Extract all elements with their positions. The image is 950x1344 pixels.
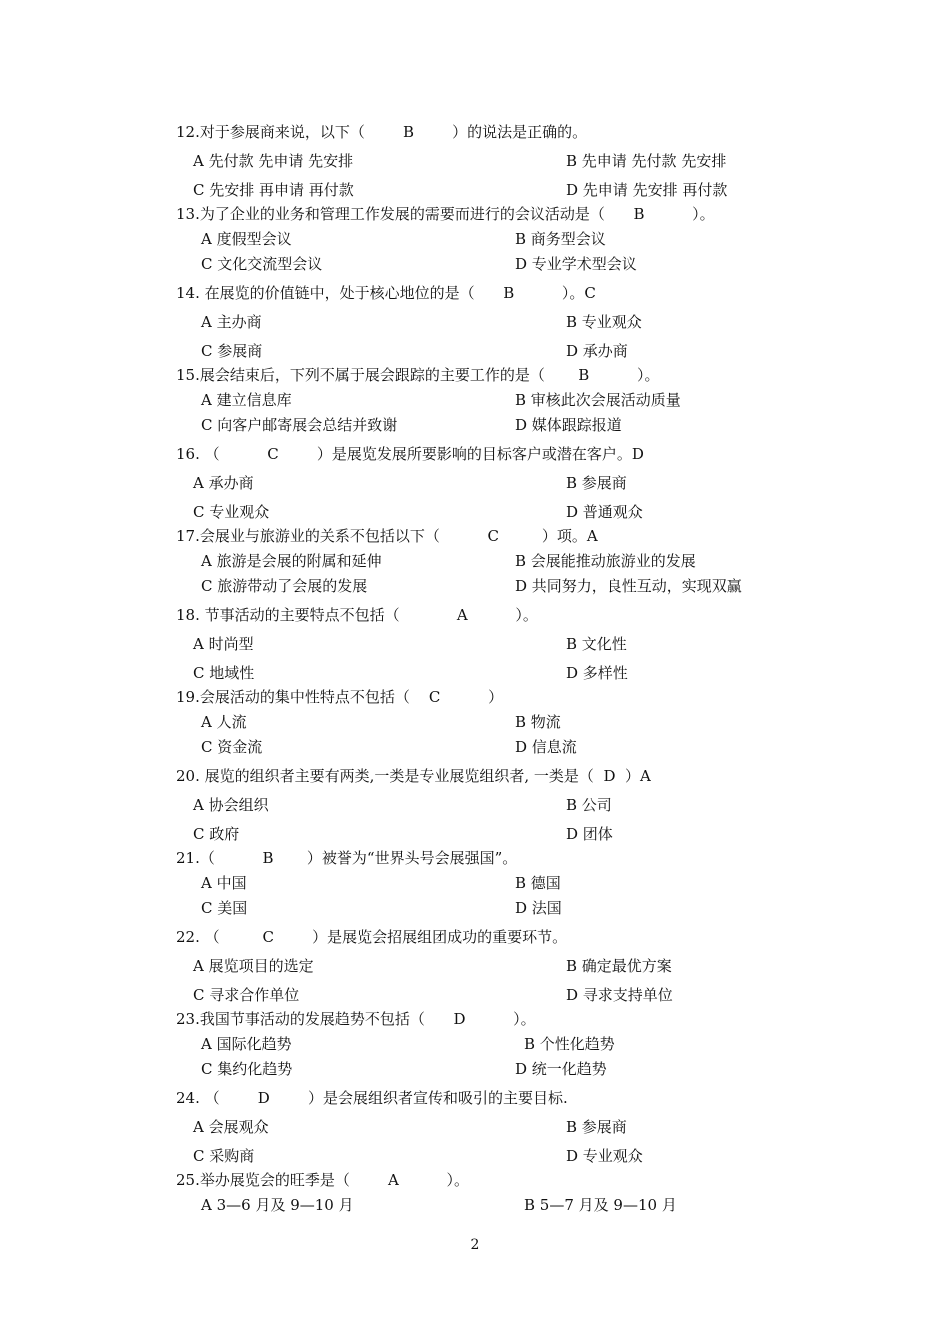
question-stem: 24. （ D ）是会展组织者宣传和吸引的主要目标.	[176, 1089, 568, 1107]
option-b: B 审核此次会展活动质量	[515, 391, 681, 409]
option-d: D 信息流	[515, 738, 577, 756]
option-d: D 法国	[515, 899, 562, 917]
option-b: B 会展能推动旅游业的发展	[515, 552, 696, 570]
option-d: D 团体	[566, 825, 613, 843]
question-stem: 16. （ C ）是展览发展所要影响的目标客户或潜在客户。D	[176, 445, 644, 463]
option-c: C 专业观众	[193, 503, 270, 521]
question-stem: 18. 节事活动的主要特点不包括（ A ）。	[176, 606, 538, 624]
option-d: D 多样性	[566, 664, 628, 682]
option-c: C 向客户邮寄展会总结并致谢	[201, 416, 398, 434]
option-b: B 文化性	[566, 635, 627, 653]
question-stem: 20. 展览的组织者主要有两类,一类是专业展览组织者, 一类是（ D ）A	[176, 767, 651, 785]
question-stem: 17.会展业与旅游业的关系不包括以下（ C ）项。A	[176, 527, 598, 545]
option-d: D 先申请 先安排 再付款	[566, 181, 728, 199]
option-d: D 普通观众	[566, 503, 643, 521]
option-d: D 寻求支持单位	[566, 986, 673, 1004]
question-stem: 22. （ C ）是展览会招展组团成功的重要环节。	[176, 928, 568, 946]
option-a: A 国际化趋势	[201, 1035, 292, 1053]
option-a: A 中国	[201, 874, 247, 892]
option-b: B 参展商	[566, 1118, 627, 1136]
option-c: C 先安排 再申请 再付款	[193, 181, 354, 199]
option-a: A 协会组织	[193, 796, 269, 814]
option-b: B 确定最优方案	[566, 957, 672, 975]
option-b: B 参展商	[566, 474, 627, 492]
option-c: C 旅游带动了会展的发展	[201, 577, 368, 595]
option-d: D 媒体跟踪报道	[515, 416, 622, 434]
option-c: C 参展商	[201, 342, 263, 360]
option-a: A 先付款 先申请 先安排	[193, 152, 354, 170]
option-b: B 物流	[515, 713, 561, 731]
option-a: A 旅游是会展的附属和延伸	[201, 552, 382, 570]
question-stem: 13.为了企业的业务和管理工作发展的需要而进行的会议活动是（ B ）。	[176, 205, 715, 223]
question-stem: 14. 在展览的价值链中，处于核心地位的是（ B ）。C	[176, 284, 596, 302]
question-stem: 25.举办展览会的旺季是（ A ）。	[176, 1171, 470, 1189]
option-b: B 个性化趋势	[524, 1035, 615, 1053]
option-d: D 共同努力，良性互动，实现双赢	[515, 577, 742, 595]
option-c: C 地域性	[193, 664, 255, 682]
option-b: B 商务型会议	[515, 230, 606, 248]
option-d: D 承办商	[566, 342, 628, 360]
option-c: C 资金流	[201, 738, 263, 756]
option-a: A 时尚型	[193, 635, 254, 653]
option-a: A 会展观众	[193, 1118, 269, 1136]
option-c: C 美国	[201, 899, 248, 917]
option-b: B 公司	[566, 796, 612, 814]
option-b: B 先申请 先付款 先安排	[566, 152, 727, 170]
option-c: C 政府	[193, 825, 240, 843]
question-stem: 15.展会结束后，下列不属于展会跟踪的主要工作的是（ B ）。	[176, 366, 660, 384]
page-number: 2	[470, 1237, 480, 1253]
option-c: C 文化交流型会议	[201, 255, 323, 273]
option-a: A 承办商	[193, 474, 254, 492]
question-stem: 23.我国节事活动的发展趋势不包括（ D ）。	[176, 1010, 536, 1028]
option-a: A 主办商	[201, 313, 262, 331]
option-a: A 3—6 月及 9—10 月	[201, 1196, 354, 1214]
option-b: B 德国	[515, 874, 561, 892]
option-c: C 集约化趋势	[201, 1060, 293, 1078]
option-d: D 统一化趋势	[515, 1060, 607, 1078]
question-stem: 21.（ B ）被誉为“世界头号会展强国”。	[176, 849, 518, 867]
option-d: D 专业学术型会议	[515, 255, 637, 273]
option-a: A 建立信息库	[201, 391, 292, 409]
option-a: A 展览项目的选定	[193, 957, 314, 975]
option-c: C 寻求合作单位	[193, 986, 300, 1004]
option-a: A 人流	[201, 713, 247, 731]
option-c: C 采购商	[193, 1147, 255, 1165]
option-b: B 5—7 月及 9—10 月	[524, 1196, 677, 1214]
question-stem: 12.对于参展商来说，以下（ B ）的说法是正确的。	[176, 123, 588, 141]
option-b: B 专业观众	[566, 313, 642, 331]
option-a: A 度假型会议	[201, 230, 292, 248]
question-stem: 19.会展活动的集中性特点不包括（ C ）	[176, 688, 504, 706]
option-d: D 专业观众	[566, 1147, 643, 1165]
